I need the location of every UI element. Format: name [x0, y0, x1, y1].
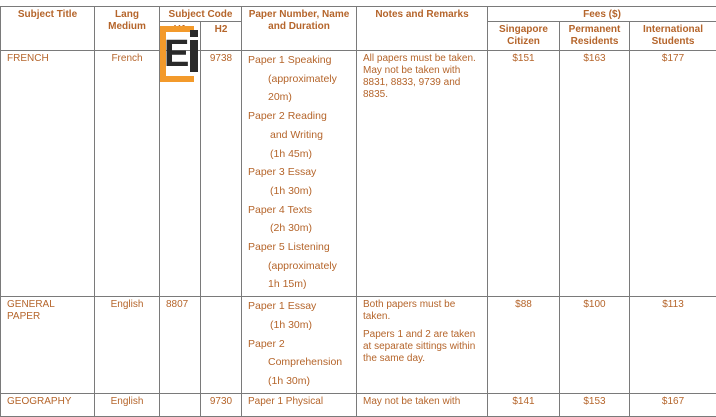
logo-letter-e: E [164, 34, 189, 74]
lang-medium-cell: English [95, 393, 160, 416]
subject-title-cell: GENERAL PAPER [1, 297, 95, 394]
header-fees: Fees ($) [488, 7, 716, 22]
fee-singapore-citizen: $141 [488, 393, 560, 416]
paper-line: (1h 30m) [248, 372, 350, 391]
paper-line: (2h 30m) [248, 219, 350, 238]
notes-cell [357, 393, 488, 416]
notes-cell [357, 51, 488, 297]
table-row [1, 393, 716, 416]
fee-permanent-residents: $163 [560, 51, 630, 297]
paper-line: (approximately [248, 257, 350, 276]
note-text: All papers must be taken. May not be taken with 8831, 8833, 9739 and 8835. [363, 53, 481, 101]
h2-code-cell: 9730 [201, 393, 242, 416]
header-singapore-citizen: Singapore Citizen [488, 22, 560, 51]
paper-line: (1h 30m) [248, 316, 350, 335]
fee-singapore-citizen: $88 [488, 297, 560, 394]
header-notes: Notes and Remarks [357, 7, 488, 51]
paper-line: (approximately [248, 70, 350, 89]
note-text: May not be taken with [363, 396, 481, 408]
h2-code-cell [201, 297, 242, 394]
header-subject-code: Subject Code [160, 7, 242, 22]
notes-cell [357, 297, 488, 394]
paper-cell [242, 297, 357, 394]
paper-line: Paper 3 Essay [248, 163, 350, 182]
header-lang-medium: Lang Medium [95, 7, 160, 51]
paper-line: Paper 5 Listening [248, 238, 350, 257]
h2-code-cell: 9738 [201, 51, 242, 297]
logo-i-dot [190, 30, 198, 37]
header-international-students: International Students [630, 22, 716, 51]
note-text: Both papers must be taken. [363, 299, 481, 323]
table-row [1, 51, 716, 297]
header-row [1, 7, 716, 22]
header-permanent-residents: Permanent Residents [560, 22, 630, 51]
logo-i-stem [190, 40, 198, 72]
paper-line: Paper 4 Texts [248, 201, 350, 220]
h1-code-cell [160, 51, 201, 297]
lang-medium-cell: English [95, 297, 160, 394]
paper-line: 1h 15m) [248, 275, 350, 294]
ei-logo [160, 26, 206, 82]
h1-code-cell: 8807 [160, 297, 201, 394]
subject-title-cell: GEOGRAPHY [1, 393, 95, 416]
header-paper: Paper Number, Name and Duration [242, 7, 357, 51]
fee-permanent-residents: $100 [560, 297, 630, 394]
paper-line: and Writing [248, 126, 350, 145]
h1-code-cell [160, 393, 201, 416]
header-h1: H1 [160, 22, 201, 51]
header-h2: H2 [201, 22, 242, 51]
paper-line: (1h 45m) [248, 145, 350, 164]
paper-cell [242, 51, 357, 297]
paper-line: Paper 1 Speaking [248, 51, 350, 70]
fee-international-students: $167 [630, 393, 716, 416]
subject-fees-table [0, 6, 716, 417]
paper-line: Paper 1 Physical [248, 396, 323, 407]
lang-medium-cell: French [95, 51, 160, 297]
paper-line: Paper 2 Reading [248, 107, 350, 126]
paper-line: Paper 1 Essay [248, 297, 350, 316]
fee-international-students: $113 [630, 297, 716, 394]
table-row [1, 297, 716, 394]
fee-international-students: $177 [630, 51, 716, 297]
subject-title-cell: FRENCH [1, 51, 95, 297]
note-text: Papers 1 and 2 are taken at separate sittings within the same day. [363, 329, 481, 365]
paper-line: Paper 2 [248, 335, 350, 354]
fee-singapore-citizen: $151 [488, 51, 560, 297]
paper-line: (1h 30m) [248, 182, 350, 201]
fee-permanent-residents: $153 [560, 393, 630, 416]
header-subject-title: Subject Title [1, 7, 95, 51]
paper-line: Comprehension [248, 353, 350, 372]
paper-line: 20m) [248, 88, 350, 107]
paper-cell [242, 393, 357, 416]
